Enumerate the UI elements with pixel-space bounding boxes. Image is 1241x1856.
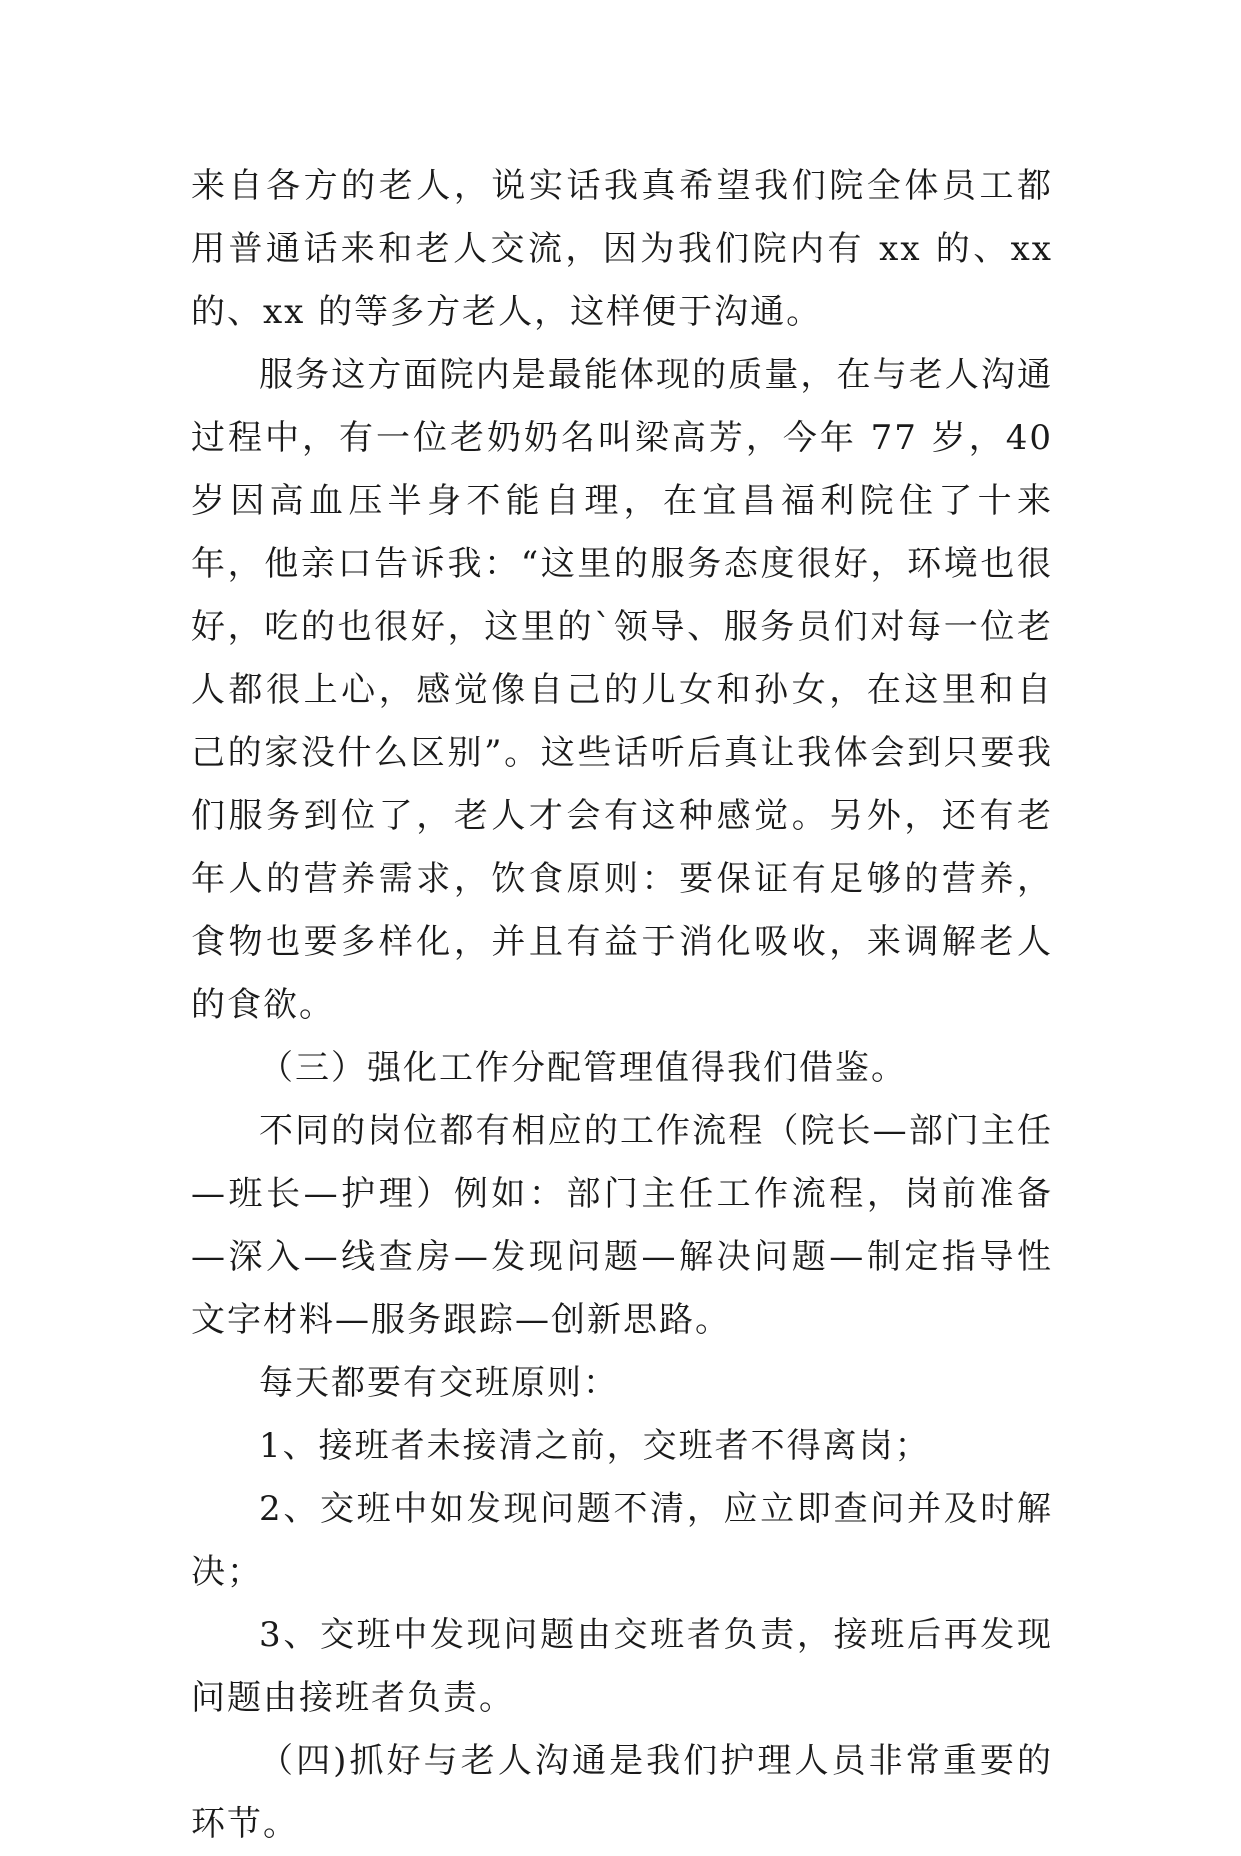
paragraph-4: 不同的岗位都有相应的工作流程（院长—部门主任—班长—护理）例如：部门主任工作流程，岗前准备—深入—线查房—发现问题—解决问题—制定指导性文字材料—服务跟踪—创新思路。 bbox=[191, 1111, 1053, 1340]
paragraph-5: 每天都要有交班原则： bbox=[259, 1363, 619, 1403]
section-heading-3: （三）强化工作分配管理值得我们借鉴。 bbox=[259, 1048, 907, 1088]
section-heading-4: （四)抓好与老人沟通是我们护理人员非常重要的环节。 bbox=[191, 1741, 1053, 1844]
paragraph-2: 服务这方面院内是最能体现的质量，在与老人沟通过程中，有一位老奶奶名叫梁高芳，今年 77 岁，40 岁因高血压半身不能自理，在宜昌福利院住了十来年，他亲口告诉我：“这里的服务态度很好，环境也很好，吃的也很好，这里的`领导、服务员们对每一位老人都很上心，感觉像自己的儿女和孙女，在这里和自己的家没什么区别”。这些话听后真让我体会到只要我们服务到位了，老人才会有这种感觉。另外，还有老年人的营养需求，饮食原则：要保证有足够的营养，食物也要多样化，并且有益于消化吸收，来调解老人的食欲。 bbox=[191, 355, 1053, 1025]
list-item-3: 3、交班中发现问题由交班者负责，接班后再发现问题由接班者负责。 bbox=[191, 1615, 1053, 1718]
document-body bbox=[191, 155, 1053, 1856]
list-item-2: 2、交班中如发现问题不清，应立即查问并及时解决； bbox=[191, 1489, 1053, 1592]
list-item-1: 1、接班者未接清之前，交班者不得离岗； bbox=[259, 1426, 931, 1466]
paragraph-1: 来自各方的老人，说实话我真希望我们院全体员工都用普通话来和老人交流，因为我们院内有 xx 的、xx 的、xx 的等多方老人，这样便于沟通。 bbox=[191, 166, 1053, 332]
